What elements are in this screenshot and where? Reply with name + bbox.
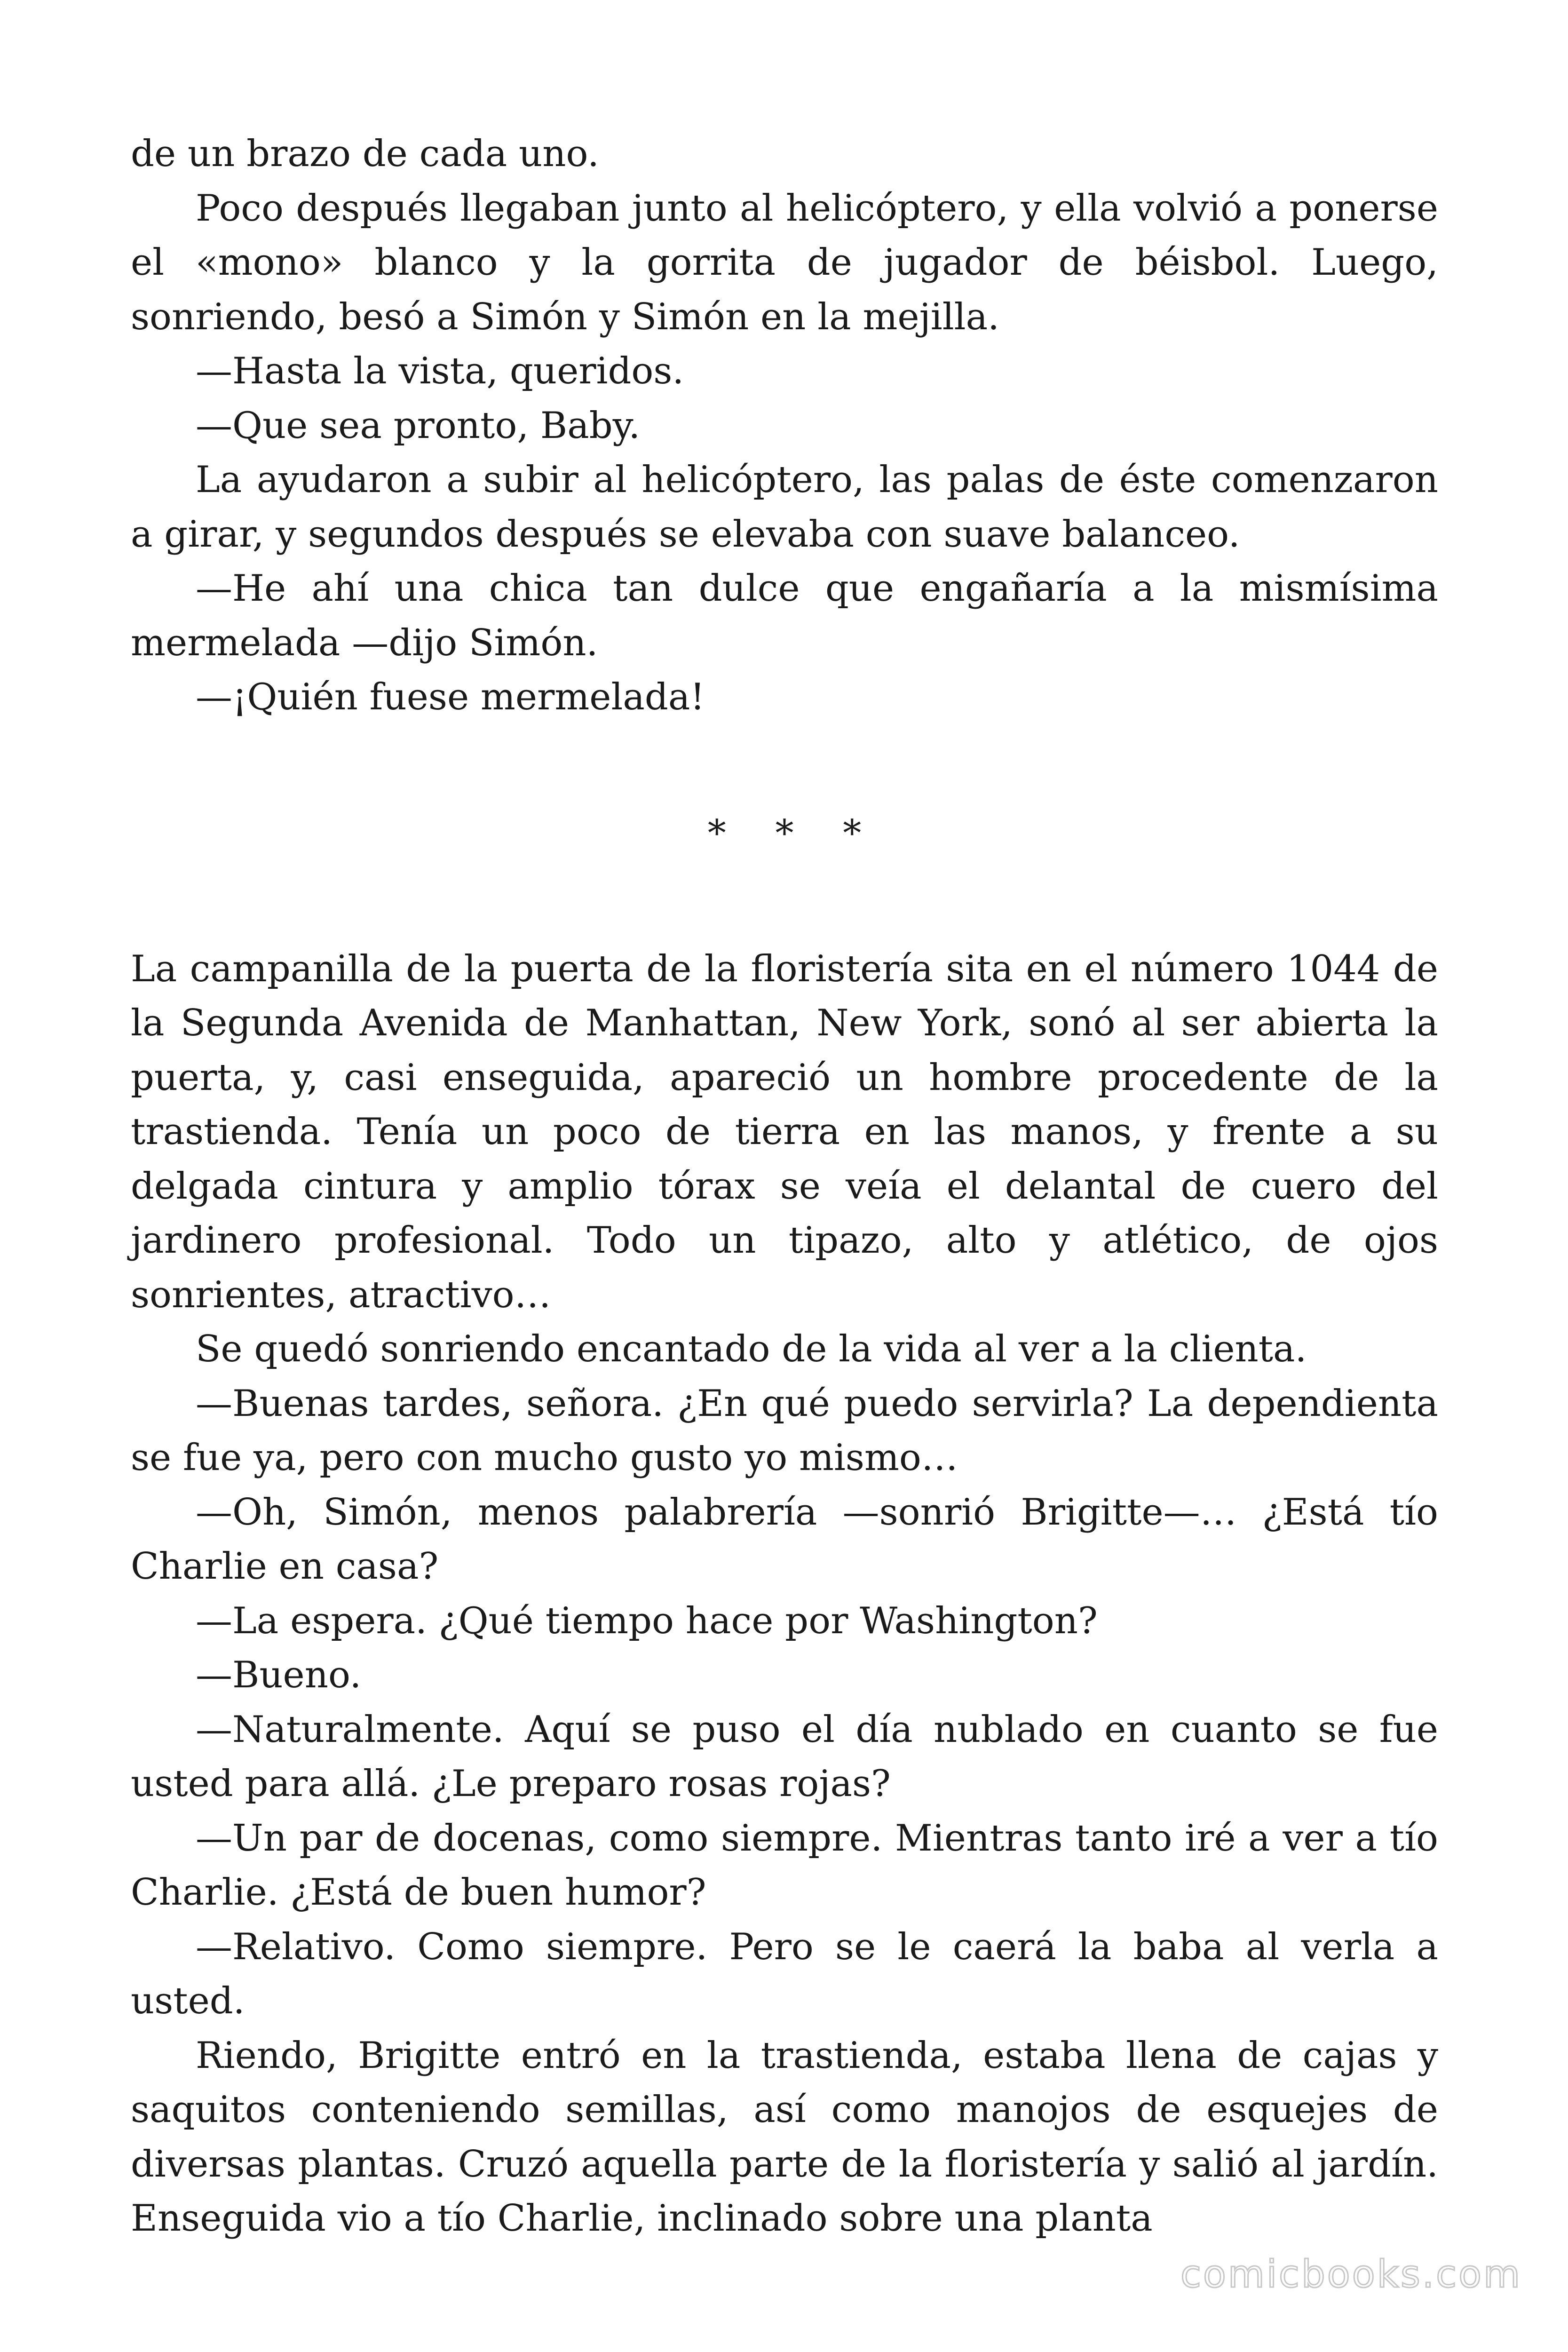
dialogue-line: —Un par de docenas, como siempre. Mientras tanto iré a ver a tío Charlie. ¿Está de buen humor? <box>131 1817 1438 1914</box>
dialogue-line: —Naturalmente. Aquí se puso el día nublado en cuanto se fue usted para allá. ¿Le preparo rosas rojas? <box>131 1708 1438 1805</box>
paragraph: Poco después llegaban junto al helicóptero, y ella volvió a ponerse el «mono» blanco y la gorrita de jugador de béisbol. Luego, sonriendo, besó a Simón y Simón en la mejilla. <box>131 187 1438 338</box>
dialogue-line: —¡Quién fuese mermelada! <box>196 676 705 718</box>
paragraph: La ayudaron a subir al helicóptero, las palas de éste comenzaron a girar, y segundos después se elevaba con suave balanceo. <box>131 459 1438 556</box>
section-separator: * * * <box>707 812 880 855</box>
paragraph: Se quedó sonriendo encantado de la vida al ver a la clienta. <box>196 1328 1307 1370</box>
paragraph-section-start: La campanilla de la puerta de la floristería sita en el número 1044 de la Segunda Avenida de Manhattan, New York, sonó al ser abierta la puerta, y, casi enseguida, apareció un hombre procedente de la trastienda. Tenía un poco de tierra en las manos, y frente a su delgada cintura y amplio tórax se veía el delantal de cuero del jardinero profesional. Todo un tipazo, alto y atlético, de ojos sonrientes, atractivo… <box>131 947 1438 1316</box>
dialogue-line: —He ahí una chica tan dulce que engañaría a la mismísima mermelada —dijo Simón. <box>131 567 1438 664</box>
dialogue-line: —Relativo. Como siempre. Pero se le caerá la baba al verla a usted. <box>131 1925 1438 2022</box>
dialogue-line: —Que sea pronto, Baby. <box>196 404 641 447</box>
dialogue-line: —Oh, Simón, menos palabrería —sonrió Brigitte—… ¿Está tío Charlie en casa? <box>131 1491 1438 1588</box>
watermark: comicbooks.com <box>1180 2252 1522 2296</box>
dialogue-line: —Bueno. <box>196 1654 362 1696</box>
paragraph-continuation: de un brazo de cada uno. <box>131 133 599 175</box>
book-page <box>131 127 1438 2246</box>
dialogue-line: —La espera. ¿Qué tiempo hace por Washington? <box>196 1599 1098 1642</box>
dialogue-line: —Hasta la vista, queridos. <box>196 350 684 392</box>
paragraph: Riendo, Brigitte entró en la trastienda, estaba llena de cajas y saquitos conteniendo semillas, así como manojos de esquejes de diversas plantas. Cruzó aquella parte de la floristería y salió al jardín. Enseguida vio a tío Charlie, inclinado sobre una planta <box>131 2034 1438 2240</box>
dialogue-line: —Buenas tardes, señora. ¿En qué puedo servirla? La dependienta se fue ya, pero con mucho gusto yo mismo… <box>131 1382 1438 1479</box>
